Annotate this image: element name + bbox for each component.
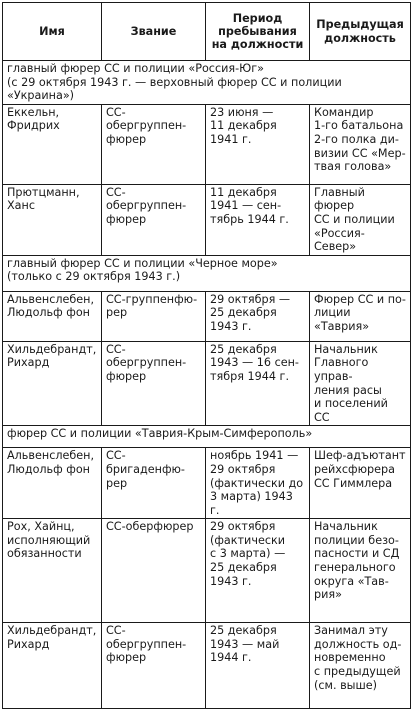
table-row [3, 291, 411, 341]
header-period: Период пребывания на должности [206, 3, 310, 61]
cell-rank: СС-обергруппен- фюрер [102, 184, 206, 255]
cell-previous-position: Шеф-адъютант рейхсфюрера СС Гиммлера [310, 448, 411, 519]
header-row [3, 3, 411, 61]
cell-name: Рох, Хайнц, исполняющий обязанности [3, 519, 102, 623]
cell-period: 25 декабря 1943 — 16 сен- тября 1944 г. [206, 341, 310, 426]
cell-rank: СС-обергруппен- фюрер [102, 341, 206, 426]
cell-rank: СС-оберфюрер [102, 519, 206, 623]
table-row [3, 104, 411, 184]
cell-period: 29 октября (фактически с 3 марта) — 25 декабря 1943 г. [206, 519, 310, 623]
section-title: главный фюрер СС и полиции «Россия-Юг» (с 29 октября 1943 г. — верховный фюрер СС и полиции «Украина») [3, 61, 411, 105]
section-row [3, 426, 411, 448]
header-rank: Звание [102, 3, 206, 61]
table-header [3, 3, 411, 61]
cell-previous-position: Занимал эту должность од- новременно с предыдущей (см. выше) [310, 623, 411, 709]
table-row [3, 184, 411, 255]
cell-name: Прютцманн, Ханс [3, 184, 102, 255]
section-title: фюрер СС и полиции «Таврия-Крым-Симферополь» [3, 426, 411, 448]
cell-rank: СС-группенфю- рер [102, 291, 206, 341]
cell-previous-position: Главный фюрер СС и полиции «Россия-Север» [310, 184, 411, 255]
table-body [3, 61, 411, 709]
cell-rank: СС-бригаденфю- рер [102, 448, 206, 519]
table-row [3, 623, 411, 709]
cell-name: Хильдебрандт, Рихард [3, 341, 102, 426]
ss-police-leaders-table [2, 2, 411, 709]
cell-previous-position: Начальник полиции безо- пасности и СД генерального округа «Тав- рия» [310, 519, 411, 623]
cell-previous-position: Командир 1-го батальона 2-го полка ди- визии СС «Мер- твая голова» [310, 104, 411, 184]
cell-period: 29 октября — 25 декабря 1943 г. [206, 291, 310, 341]
cell-rank: СС-обергруппен- фюрер [102, 104, 206, 184]
section-row [3, 255, 411, 291]
section-row [3, 61, 411, 105]
cell-rank: СС-обергруппен- фюрер [102, 623, 206, 709]
table-row [3, 519, 411, 623]
cell-name: Еккельн, Фридрих [3, 104, 102, 184]
document-page [2, 2, 411, 709]
header-previous-position: Предыдущая должность [310, 3, 411, 61]
cell-name: Хильдебрандт, Рихард [3, 623, 102, 709]
cell-previous-position: Начальник Главного управ- ления расы и поселений СС [310, 341, 411, 426]
table-row [3, 448, 411, 519]
section-title: главный фюрер СС и полиции «Черное море» (только с 29 октября 1943 г.) [3, 255, 411, 291]
table-row [3, 341, 411, 426]
cell-previous-position: Фюрер СС и по- лиции «Таврия» [310, 291, 411, 341]
cell-period: ноябрь 1941 — 29 октября (фактически до 3 марта) 1943 г. [206, 448, 310, 519]
cell-period: 25 декабря 1943 — май 1944 г. [206, 623, 310, 709]
cell-name: Альвенслебен, Людольф фон [3, 291, 102, 341]
cell-name: Альвенслебен, Людольф фон [3, 448, 102, 519]
header-name: Имя [3, 3, 102, 61]
cell-period: 11 декабря 1941 — сен- тябрь 1944 г. [206, 184, 310, 255]
cell-period: 23 июня — 11 декабря 1941 г. [206, 104, 310, 184]
